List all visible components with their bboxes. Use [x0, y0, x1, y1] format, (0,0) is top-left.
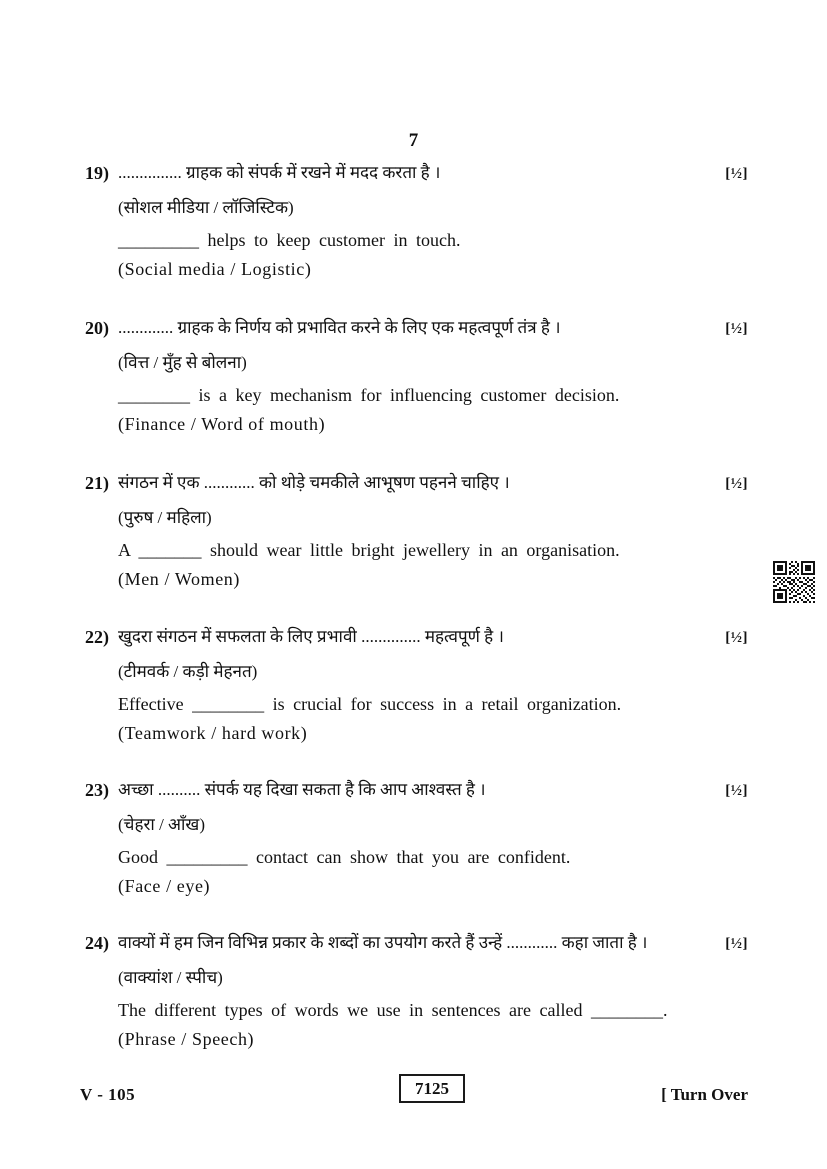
question-number: 21) [85, 473, 109, 493]
paper-code: V - 105 [80, 1085, 136, 1104]
question-number: 19) [85, 163, 109, 183]
question-line [85, 470, 748, 496]
options-english: (Phrase / Speech) [118, 1029, 255, 1049]
options-english: (Teamwork / hard work) [118, 723, 308, 743]
options-hindi: (वित्त / मुँह से बोलना) [118, 353, 247, 372]
question-text-english: Good _________ contact can show that you are confident. [118, 847, 571, 867]
question-text-english: Effective ________ is crucial for success in a retail organization. [118, 694, 622, 714]
options-english: (Finance / Word of mouth) [118, 414, 326, 434]
question-19 [85, 160, 748, 282]
question-text-english: _________ helps to keep customer in touch. [118, 230, 461, 250]
options-english: (Men / Women) [118, 569, 240, 589]
page-number: 7 [408, 130, 419, 151]
options-english: (Social media / Logistic) [118, 259, 312, 279]
question-text-english: ________ is a key mechanism for influencing customer decision. [118, 385, 620, 405]
options-hindi: (सोशल मीडिया / लॉजिस्टिक) [118, 198, 294, 217]
marks-badge: [½] [725, 630, 748, 646]
question-24 [85, 930, 748, 1052]
marks-badge: [½] [725, 321, 748, 337]
marks-badge: [½] [725, 166, 748, 182]
options-english: (Face / eye) [118, 876, 211, 896]
options-hindi: (चेहरा / आँख) [118, 815, 206, 834]
question-text-hindi: वाक्यों में हम जिन विभिन्न प्रकार के शब्दों का उपयोग करते हैं उन्हें ............ कहा जाता है । [118, 933, 648, 952]
question-text-english: The different types of words we use in sentences are called ________. [118, 1000, 668, 1020]
question-line [85, 315, 748, 341]
marks-badge: [½] [725, 936, 748, 952]
options-hindi: (वाक्यांश / स्पीच) [118, 968, 223, 987]
turn-over-label: [ Turn Over [661, 1085, 748, 1104]
question-line [85, 777, 748, 803]
question-20 [85, 315, 748, 437]
marks-badge: [½] [725, 476, 748, 492]
question-text-hindi: संगठन में एक ............ को थोड़े चमकीले आभूषण पहनने चाहिए । [118, 473, 510, 492]
options-hindi: (टीमवर्क / कड़ी मेहनत) [118, 662, 258, 681]
question-23 [85, 777, 748, 899]
question-22 [85, 624, 748, 746]
question-text-hindi: ............. ग्राहक के निर्णय को प्रभावित करने के लिए एक महत्वपूर्ण तंत्र है । [118, 318, 561, 337]
options-hindi: (पुरुष / महिला) [118, 508, 212, 527]
question-text-hindi: ............... ग्राहक को संपर्क में रखने में मदद करता है । [118, 163, 441, 182]
question-text-hindi: खुदरा संगठन में सफलता के लिए प्रभावी .............. महत्वपूर्ण है । [118, 627, 504, 646]
question-text-hindi: अच्छा .......... संपर्क यह दिखा सकता है कि आप आश्वस्त है । [118, 780, 486, 799]
question-line [85, 160, 748, 186]
question-number: 24) [85, 933, 109, 953]
question-number: 20) [85, 318, 109, 338]
form-number-box: 7125 [399, 1074, 465, 1103]
question-number: 23) [85, 780, 109, 800]
question-text-english: A _______ should wear little bright jewellery in an organisation. [118, 540, 620, 560]
question-number: 22) [85, 627, 109, 647]
marks-badge: [½] [725, 783, 748, 799]
question-line [85, 930, 748, 956]
qr-code-icon [773, 561, 815, 603]
question-21 [85, 470, 748, 592]
question-line [85, 624, 748, 650]
